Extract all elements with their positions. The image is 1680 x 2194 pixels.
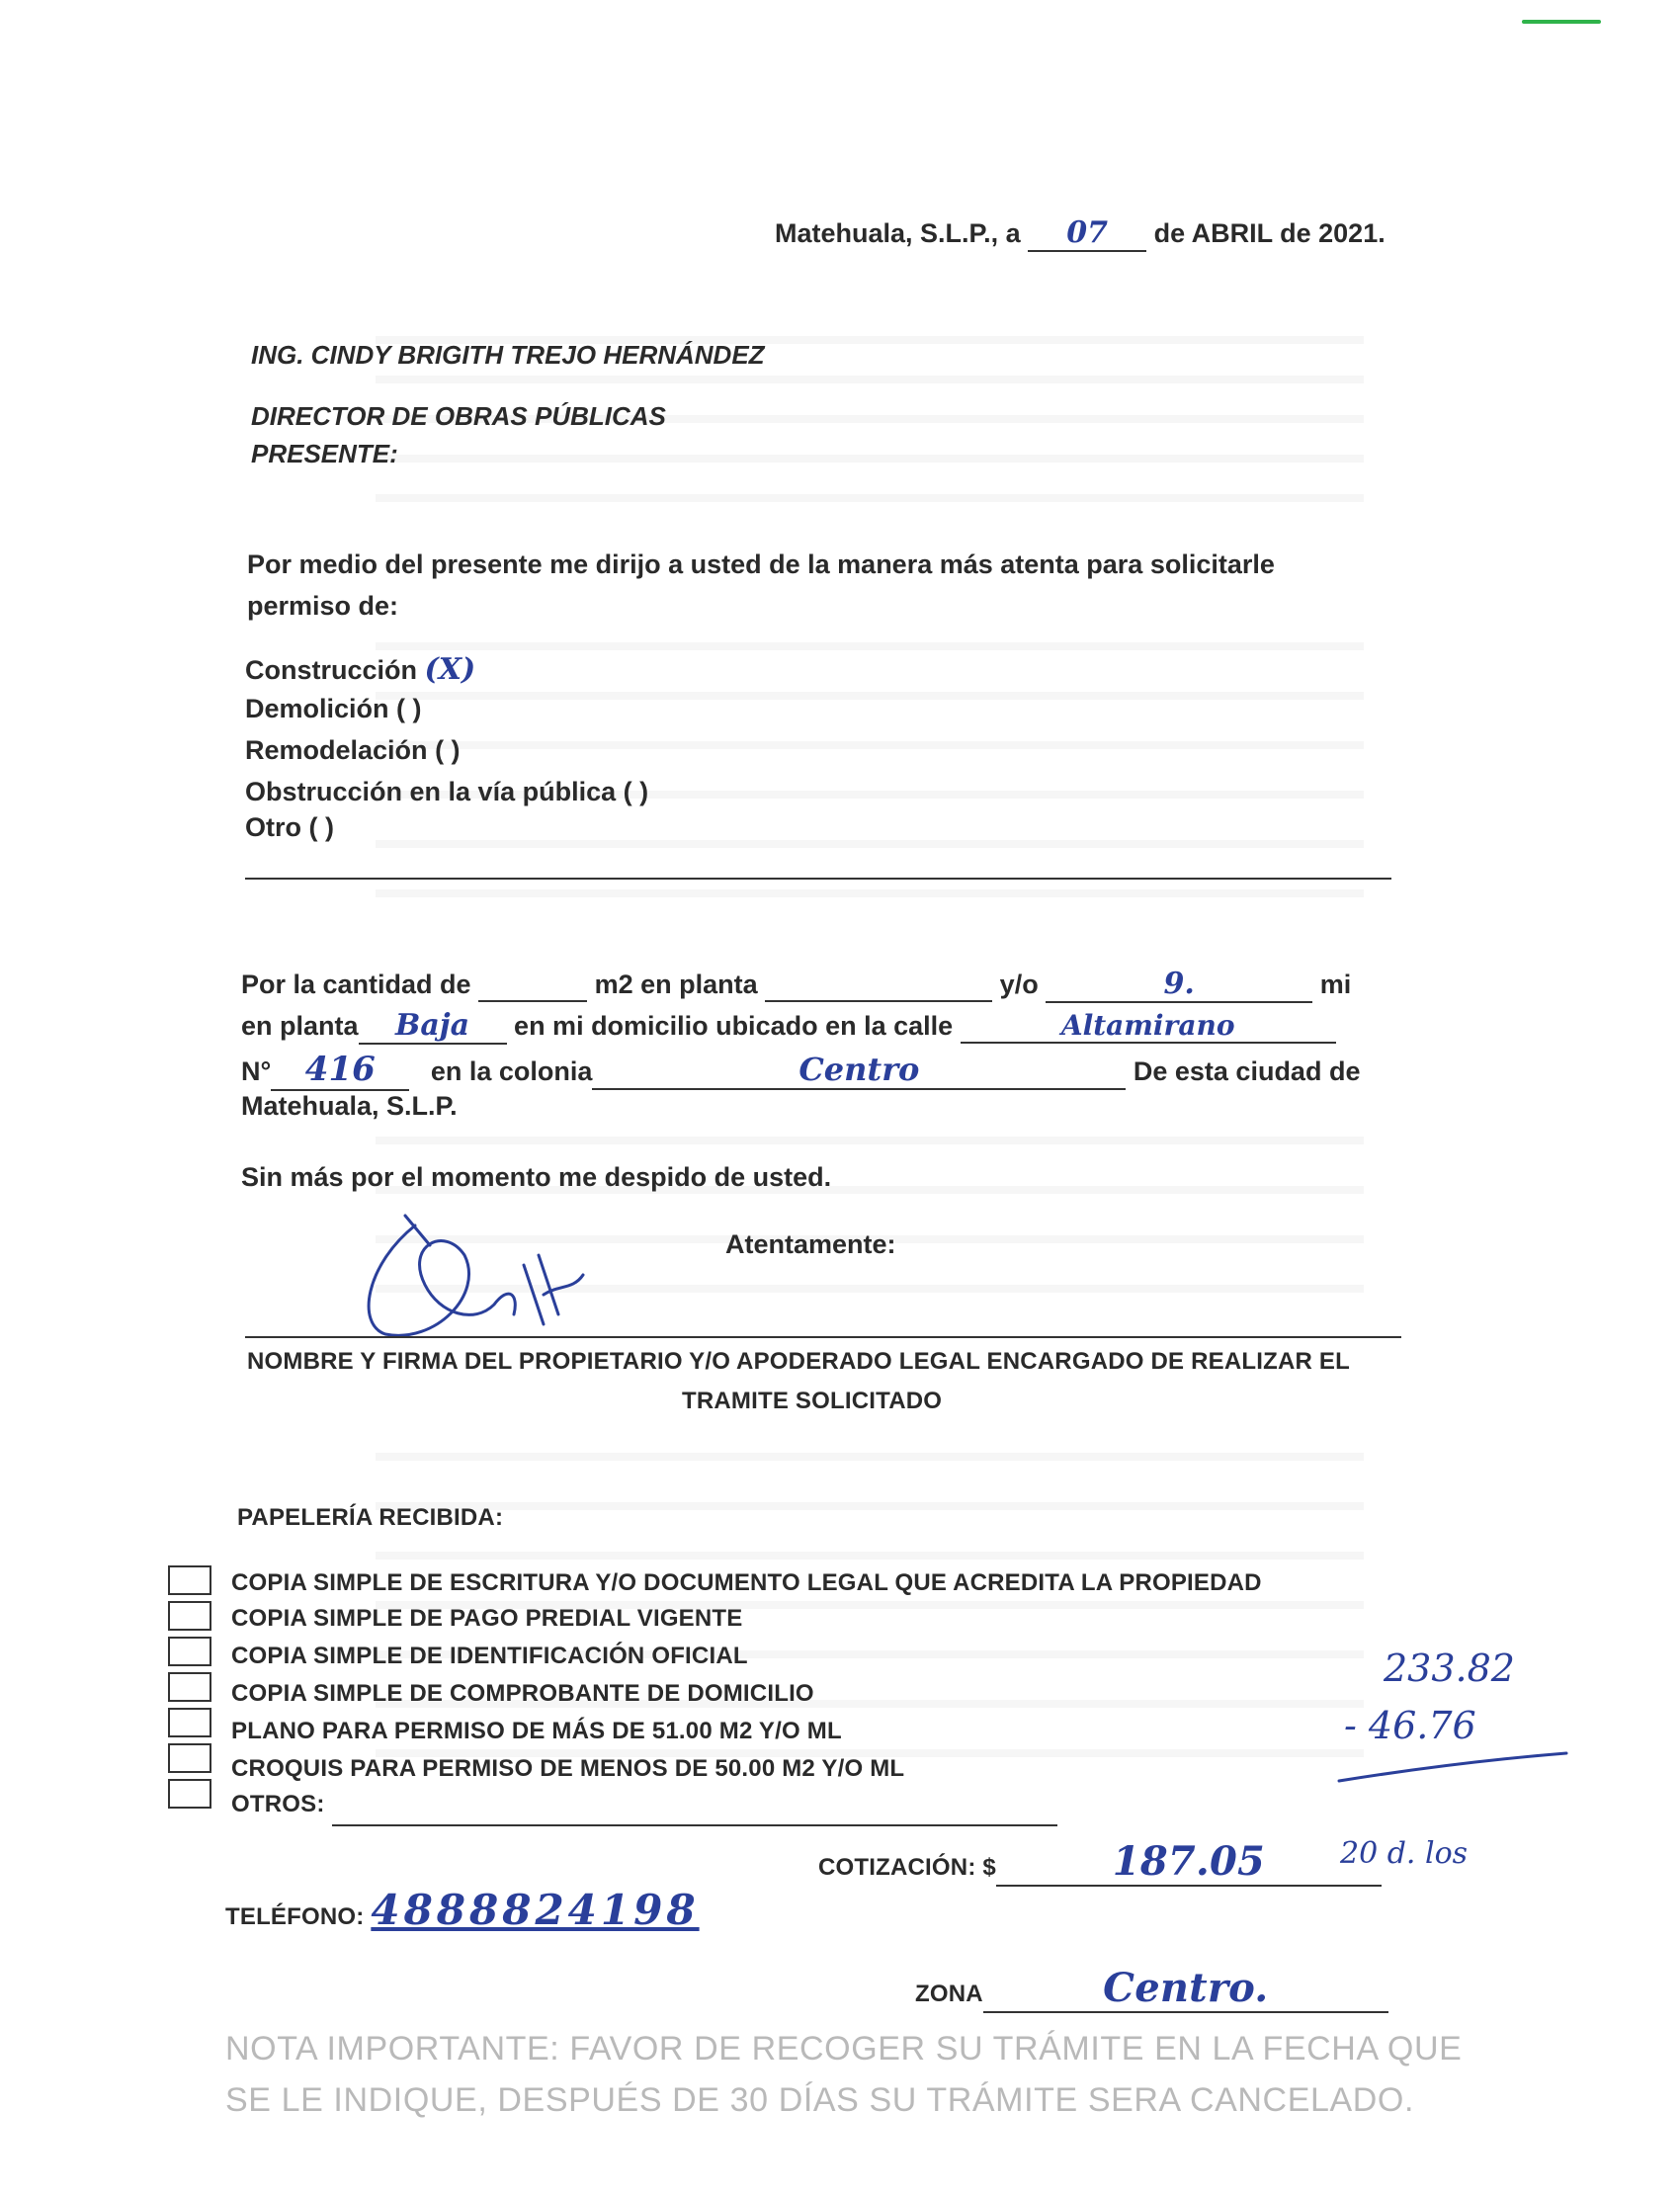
- item-croquis: CROQUIS PARA PERMISO DE MENOS DE 50.00 M2 Y/O ML: [231, 1755, 905, 1782]
- intro-line-1: Por medio del presente me dirijo a usted de la manera más atenta para solicitarle: [247, 549, 1275, 579]
- otros-line[interactable]: [332, 1824, 1057, 1826]
- nota-line-1: NOTA IMPORTANTE: FAVOR DE RECOGER SU TRÁMITE EN LA FECHA QUE: [225, 2030, 1463, 2067]
- calc-underline: [1334, 1749, 1571, 1789]
- otro-blank-line[interactable]: [245, 878, 1391, 880]
- cotizacion-line: [818, 1838, 1382, 1887]
- planta-field[interactable]: [359, 1008, 507, 1045]
- item-plano: PLANO PARA PERMISO DE MÁS DE 51.00 M2 Y/O ML: [231, 1718, 842, 1744]
- intro-line-2: permiso de:: [247, 591, 399, 621]
- papeleria-title: PAPELERÍA RECIBIDA:: [237, 1504, 504, 1531]
- cantidad-line: Por la cantidad de m2 en planta y/o 9. mi: [241, 967, 1352, 1001]
- day-value: 07: [1066, 215, 1108, 250]
- option-demolicion[interactable]: Demolición ( ): [245, 694, 422, 723]
- signature-caption-2: TRAMITE SOLICITADO: [682, 1388, 943, 1414]
- checkbox-escritura[interactable]: [168, 1565, 211, 1595]
- calle-field[interactable]: [961, 1009, 1336, 1044]
- atentamente: Atentamente:: [725, 1229, 896, 1259]
- colonia-value: Centro: [798, 1051, 920, 1088]
- place-prefix: Matehuala, S.L.P., a: [775, 218, 1021, 248]
- green-marker-stroke: [1522, 20, 1601, 24]
- item-predial: COPIA SIMPLE DE PAGO PREDIAL VIGENTE: [231, 1605, 743, 1632]
- addressee-title: DIRECTOR DE OBRAS PÚBLICAS: [251, 401, 666, 431]
- cotizacion-value: 187.05: [1112, 1838, 1266, 1885]
- addressee-name: ING. CINDY BRIGITH TREJO HERNÁNDEZ: [251, 340, 765, 370]
- planta-area-field[interactable]: [765, 970, 992, 1002]
- option-remodelacion[interactable]: Remodelación ( ): [245, 735, 461, 765]
- option-construccion[interactable]: Construcción (X): [245, 652, 476, 687]
- telefono-line: [225, 1886, 700, 1934]
- zona-line: [915, 1965, 1388, 2013]
- ml-field[interactable]: [1046, 967, 1312, 1003]
- checkbox-croquis[interactable]: [168, 1743, 211, 1773]
- nota-line-2: SE LE INDIQUE, DESPUÉS DE 30 DÍAS SU TRÁMITE SERA CANCELADO.: [225, 2081, 1415, 2119]
- m2-field[interactable]: [478, 970, 587, 1002]
- checkbox-identificacion[interactable]: [168, 1637, 211, 1666]
- item-otros: OTROS:: [231, 1791, 325, 1817]
- telefono-label: TELÉFONO:: [225, 1903, 365, 1930]
- zona-label: ZONA: [915, 1981, 983, 2007]
- planta-value: Baja: [394, 1008, 470, 1043]
- signature-scribble: [346, 1206, 603, 1354]
- numero-field[interactable]: [271, 1050, 409, 1091]
- calc-first: 233.82: [1384, 1646, 1515, 1690]
- telefono-value[interactable]: 4888824198: [371, 1886, 700, 1934]
- numero-value: 416: [304, 1050, 376, 1089]
- calle-value: Altamirano: [1060, 1009, 1235, 1042]
- item-identificacion: COPIA SIMPLE DE IDENTIFICACIÓN OFICIAL: [231, 1643, 748, 1669]
- checkbox-otros[interactable]: [168, 1779, 211, 1809]
- despedida: Sin más por el momento me despido de usted.: [241, 1162, 832, 1192]
- addressee-presente: PRESENTE:: [251, 439, 398, 468]
- zona-field[interactable]: [983, 1965, 1388, 2013]
- ciudad-name: Matehuala, S.L.P.: [241, 1091, 458, 1121]
- checkbox-plano[interactable]: [168, 1708, 211, 1737]
- signature-caption-1: NOMBRE Y FIRMA DEL PROPIETARIO Y/O APODERADO LEGAL ENCARGADO DE REALIZAR EL: [247, 1348, 1350, 1375]
- day-field[interactable]: [1028, 215, 1146, 252]
- numero-line: N° 416 en la colonia Centro De esta ciudad de: [241, 1050, 1361, 1089]
- date-line: [775, 215, 1386, 252]
- cotizacion-note: 20 d. los: [1340, 1836, 1469, 1871]
- colonia-field[interactable]: [592, 1051, 1126, 1090]
- signature-line[interactable]: [245, 1336, 1401, 1338]
- planta-line: en planta Baja en mi domicilio ubicado en la calle Altamirano: [241, 1008, 1336, 1045]
- item-escritura: COPIA SIMPLE DE ESCRITURA Y/O DOCUMENTO LEGAL QUE ACREDITA LA PROPIEDAD: [231, 1569, 1262, 1596]
- option-otro[interactable]: Otro ( ): [245, 812, 334, 842]
- calc-second: - 46.76: [1344, 1704, 1476, 1747]
- zona-value: Centro.: [1103, 1965, 1269, 2011]
- checkbox-predial[interactable]: [168, 1601, 211, 1631]
- checkbox-domicilio[interactable]: [168, 1672, 211, 1702]
- cotizacion-field[interactable]: [996, 1838, 1382, 1887]
- construccion-mark: (X): [424, 652, 476, 687]
- option-obstruccion[interactable]: Obstrucción en la vía pública ( ): [245, 777, 649, 806]
- item-domicilio: COPIA SIMPLE DE COMPROBANTE DE DOMICILIO: [231, 1680, 814, 1707]
- ml-value: 9.: [1163, 967, 1195, 1001]
- cotizacion-label: COTIZACIÓN: $: [818, 1854, 996, 1881]
- date-suffix: de ABRIL de 2021.: [1153, 218, 1386, 248]
